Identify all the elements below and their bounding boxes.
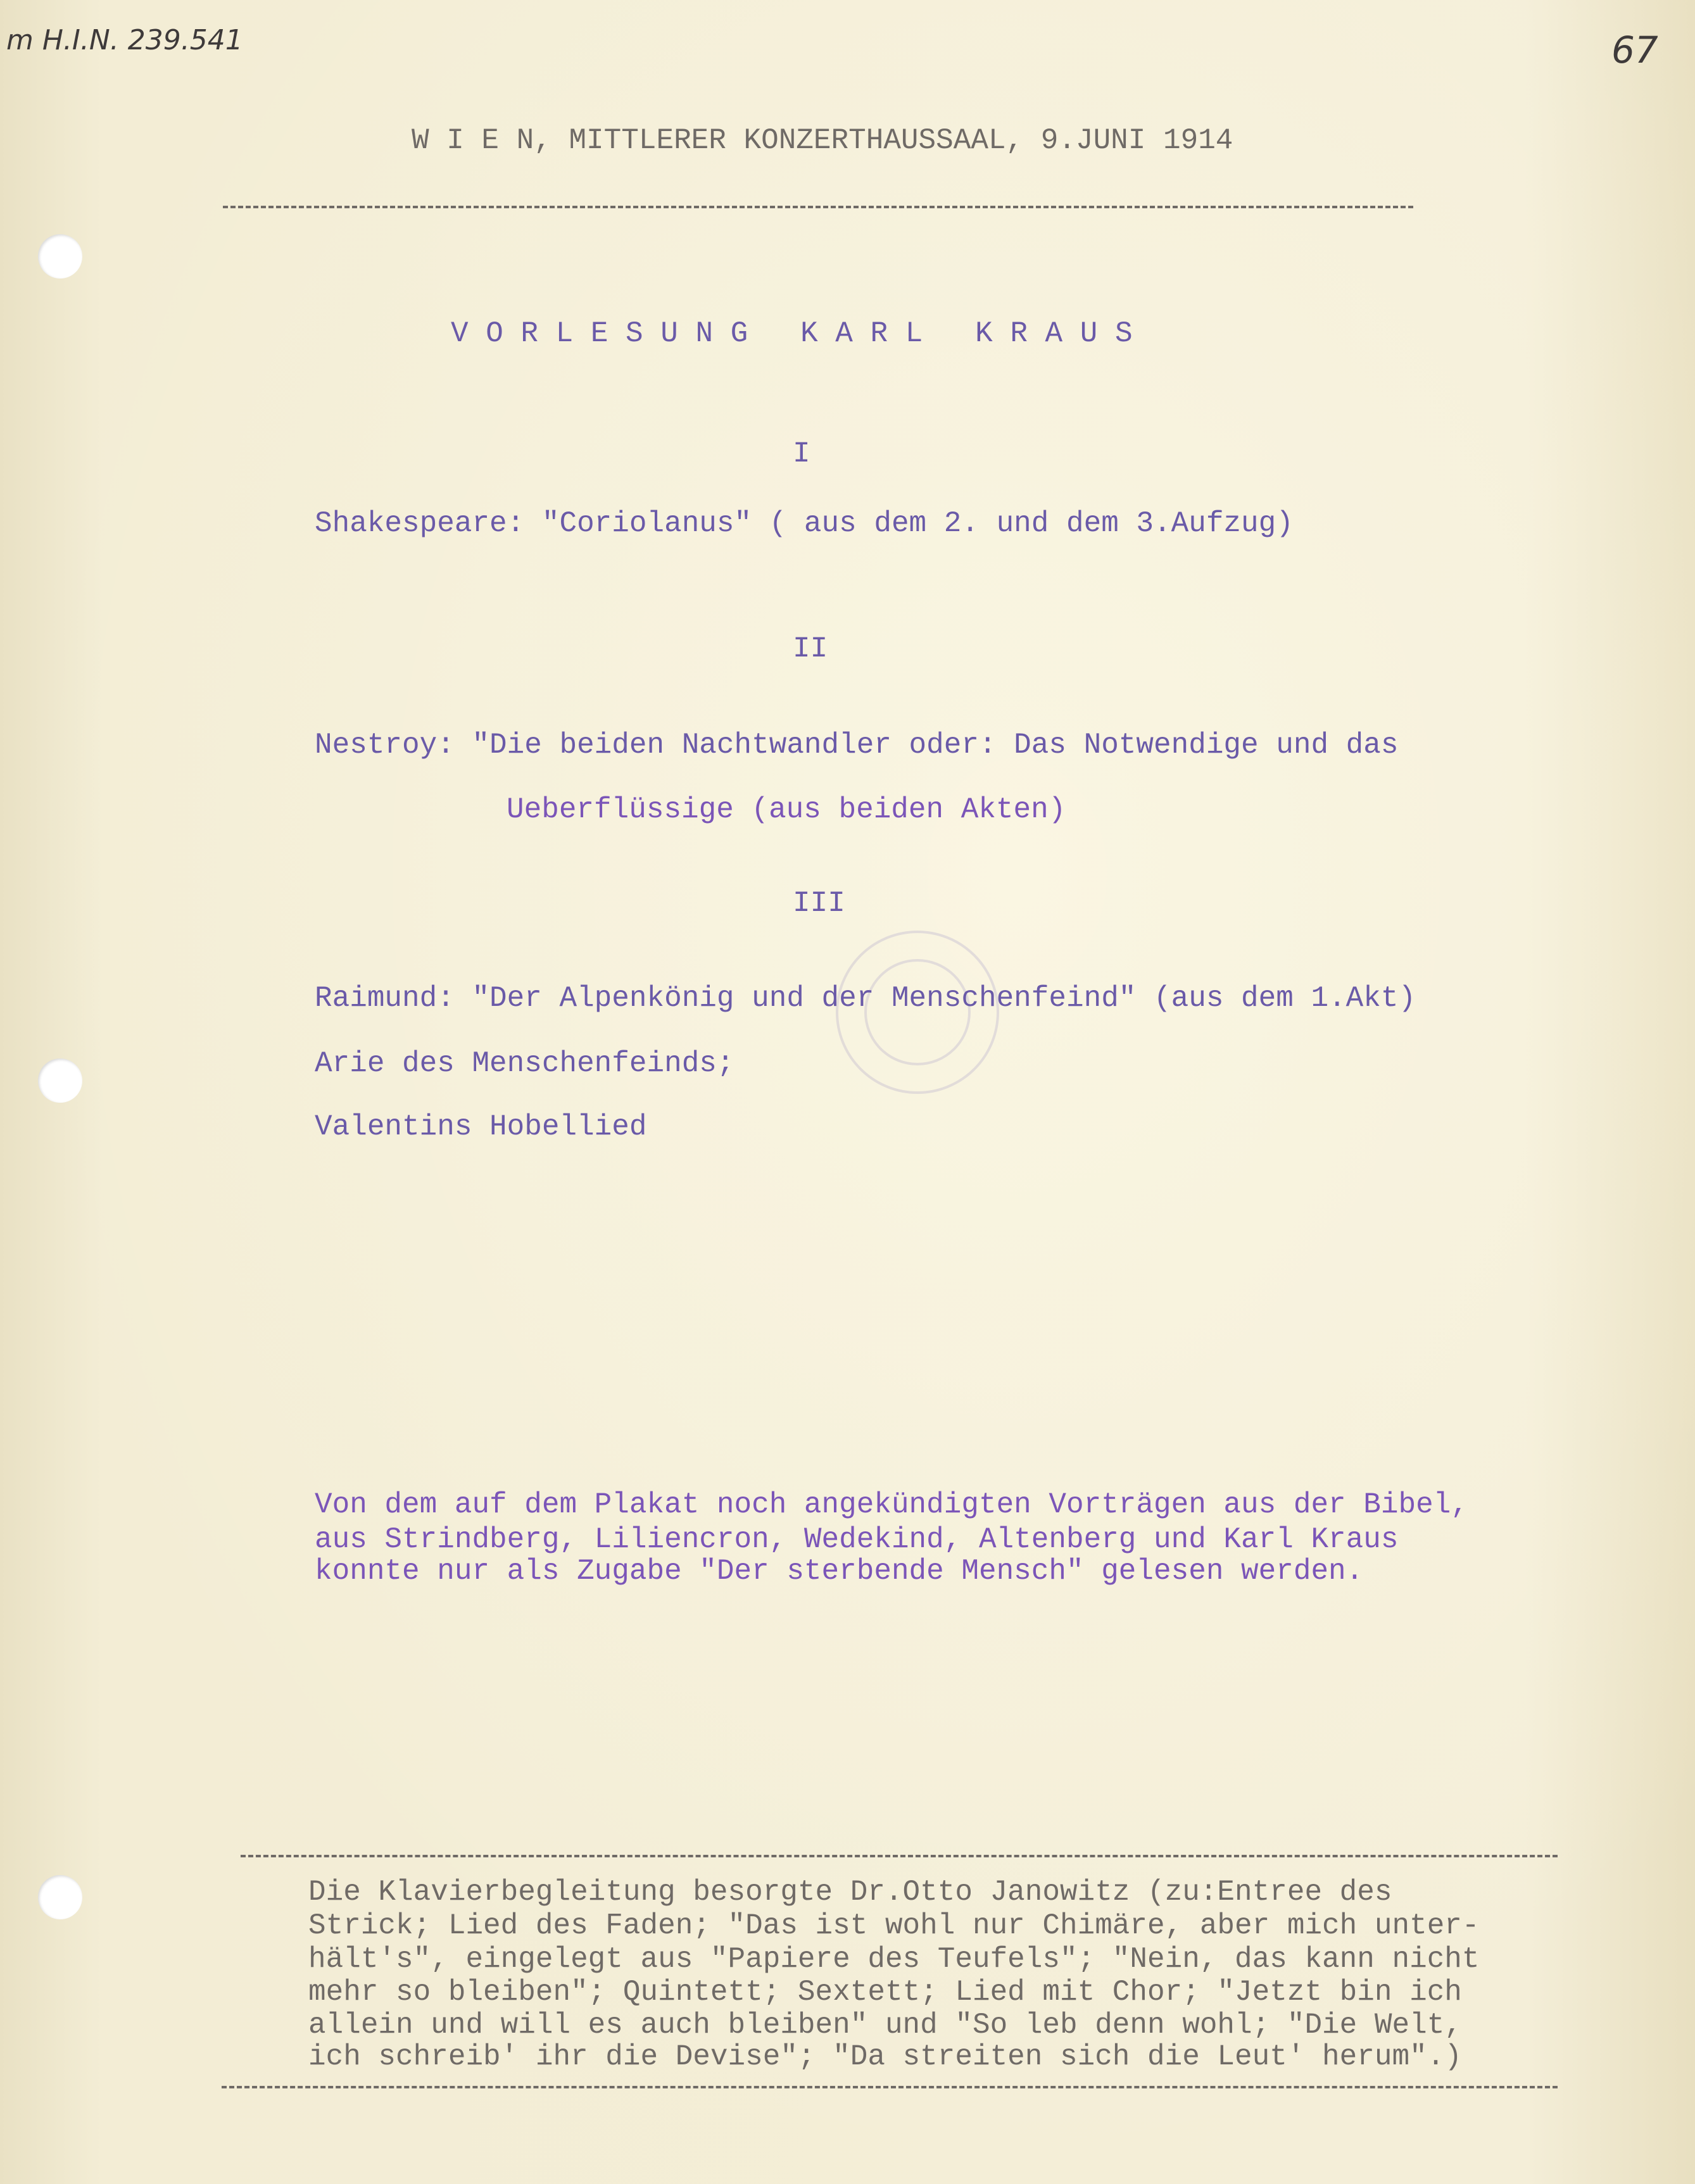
footer-line-6: ich schreib' ihr die Devise"; "Da streiten sich die Leut' herum".) <box>308 2040 1462 2073</box>
punch-hole-middle <box>38 1058 82 1103</box>
section-numeral-3: III <box>793 887 845 920</box>
note-line-2: aus Strindberg, Liliencron, Wedekind, Altenberg und Karl Kraus <box>315 1523 1399 1556</box>
program-item-hobellied: Valentins Hobellied <box>315 1110 647 1143</box>
note-line-3: konnte nur als Zugabe "Der sterbende Mensch" gelesen werden. <box>315 1555 1364 1588</box>
archive-signature: m H.I.N. 239.541 <box>6 24 243 56</box>
program-item-nestroy-cont: Ueberflüssige (aus beiden Akten) <box>507 793 1066 826</box>
folio-number: 67 <box>1611 28 1658 72</box>
footer-divider-top <box>241 1855 1558 1857</box>
lecture-title: V O R L E S U N G K A R L K R A U S <box>451 317 1133 350</box>
footer-divider-bottom <box>222 2086 1558 2088</box>
section-numeral-1: I <box>793 437 810 470</box>
venue-date-heading: W I E N, MITTLERER KONZERTHAUSSAAL, 9.JUNI 1914 <box>412 124 1233 157</box>
footer-line-1: Die Klavierbegleitung besorgte Dr.Otto Janowitz (zu:Entree des <box>308 1876 1392 1909</box>
footer-line-2: Strick; Lied des Faden; "Das ist wohl nur Chimäre, aber mich unter- <box>308 1909 1480 1942</box>
footer-line-5: allein und will es auch bleiben" und "So leb denn wohl; "Die Welt, <box>308 2009 1462 2042</box>
punch-hole-bottom <box>38 1875 82 1919</box>
footer-line-4: mehr so bleiben"; Quintett; Sextett; Lied mit Chor; "Jetzt bin ich <box>308 1976 1462 2009</box>
program-item-raimund: Raimund: "Der Alpenkönig und der Menschenfeind" (aus dem 1.Akt) <box>315 982 1416 1015</box>
header-divider <box>223 206 1413 208</box>
program-item-arie: Arie des Menschenfeinds; <box>315 1047 734 1080</box>
punch-hole-top <box>38 234 82 279</box>
program-item-shakespeare: Shakespeare: "Coriolanus" ( aus dem 2. und dem 3.Aufzug) <box>315 507 1294 540</box>
program-item-nestroy: Nestroy: "Die beiden Nachtwandler oder: Das Notwendige und das <box>315 729 1399 762</box>
note-line-1: Von dem auf dem Plakat noch angekündigten Vorträgen aus der Bibel, <box>315 1488 1468 1521</box>
section-numeral-2: II <box>793 632 828 665</box>
footer-line-3: hält's", eingelegt aus "Papiere des Teufels"; "Nein, das kann nicht <box>308 1943 1480 1976</box>
